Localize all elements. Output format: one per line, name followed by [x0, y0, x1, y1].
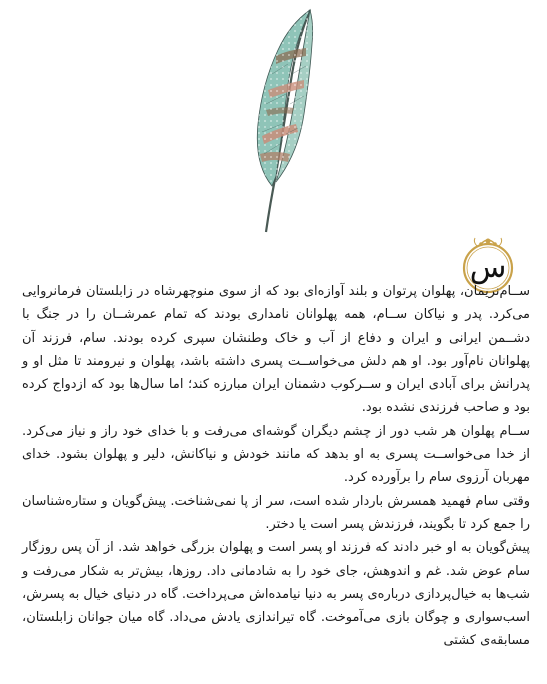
- paragraph-2: ســام پهلوان هر شب دور از چشم دیگران گوشه‌ای می‌رفت و با خدای خود راز و نیاز می‌کرد. از خدا می‌خواســت پسری به او بدهد که مانند خودش و نیاکانش، دلیر و پهلوان بشود. خدای مهربان آرزوی سام را برآورده کرد.: [22, 423, 530, 486]
- paragraph-4: پیش‌گویان به او خبر دادند که فرزند او پسر است و پهلوان بزرگی خواهد شد. از آن پس روزگار سام عوض شد. غم و اندوهش، جای خود را به شادمانی داد. روزها، بیش‌تر به شکار می‌رفت و شب‌ها به خیال‌پردازی درباره‌ی پسر به دنیا نیامده‌اش می‌پرداخت. گاه در دنیای خیال به پسرش، اسب‌سواری و چوگان بازی می‌آموخت. گاه تیراندازی یادش می‌داد. گاه میان جوانان زابلستان، مسابقه‌ی کشتی: [22, 540, 530, 649]
- paragraph-3: وقتی سام فهمید همسرش باردار شده است، سر از پا نمی‌شناخت. پیش‌گویان و ستاره‌شناسان را جمع کرد تا بگویند، فرزندش پسر است یا دختر.: [22, 493, 530, 532]
- feather-icon: [232, 4, 332, 236]
- drop-cap-letter: س: [469, 250, 507, 285]
- story-text: [22, 280, 530, 653]
- paragraph-1: ســام‌نریمان، پهلوان پرتوان و بلند آوازه‌ای بود که از سوی منوچهرشاه در زابلستان فرمانروایی می‌کرد. پدر و نیاکان ســام، همه پهلوانان نامداری بودند که تمام عمرشــان را در جنگ با دشــمن ایرانی و ایران و دفاع از آب و خاک وطنشان سپری کرده بودند. سام، فرزند آن پهلوانان نام‌آور بود. او هم دلش می‌خواســت پسری داشته باشد، پهلوان و نیرومند تا مثل او و پدرانش برای آبادی ایران و ســرکوب دشمنان ایران مبارزه کند؛ اما سال‌ها بود که ازدواج کرده بود و صاحب فرزندی نشده بود.: [22, 284, 530, 416]
